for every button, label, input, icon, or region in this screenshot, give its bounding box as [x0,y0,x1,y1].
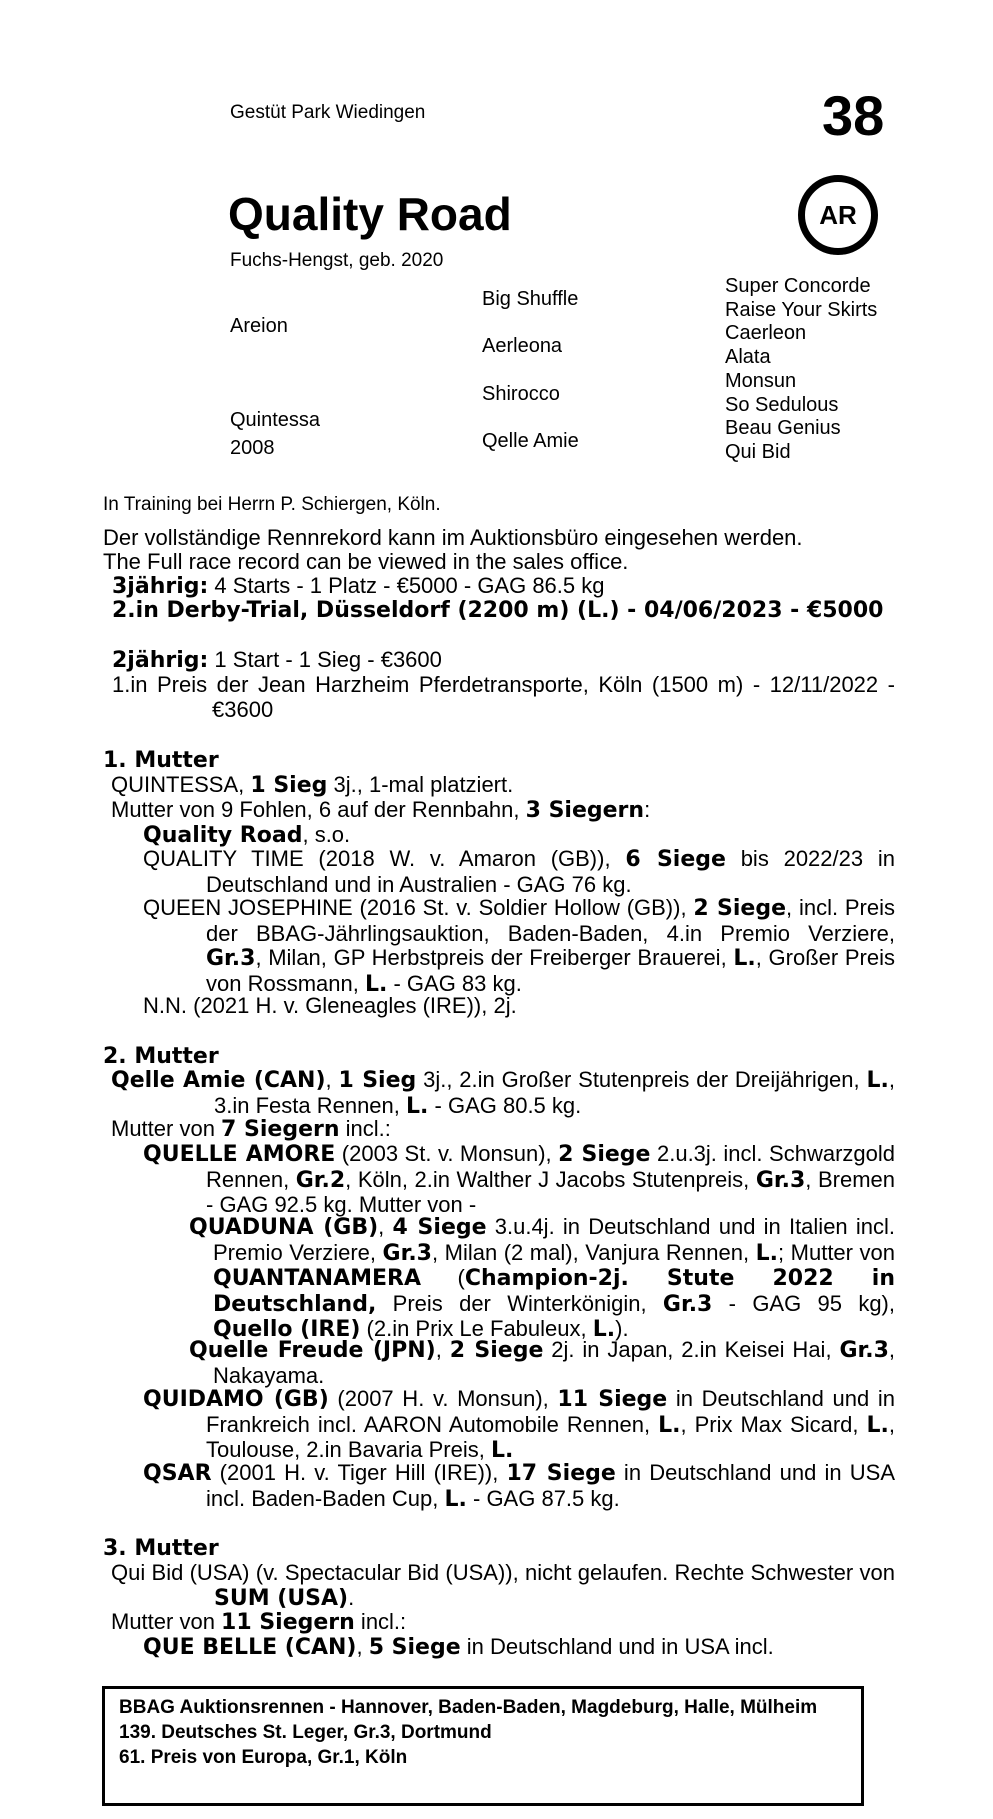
section-heading-mutter-3: 3. Mutter [103,1536,219,1561]
record-note-en: The Full race record can be viewed in the sales office. [103,549,629,574]
mutter-1-entry: QUALITY TIME (2018 W. v. Amaron (GB)), 6 Siege bis 2022/23 in Deutschland und in Australien - GAG 76 kg. [143,846,895,897]
record-3yo-label: 3jährig: [112,574,209,599]
pedigree-gen2-item: Shirocco [482,383,560,405]
mutter-3-winners: Mutter von 11 Siegern incl.: [111,1609,407,1635]
mutter-1-intro: QUINTESSA, 1 Sieg 3j., 1-mal platziert. [111,772,514,798]
stud-name: Gestüt Park Wiedingen [230,102,426,123]
mutter-2-winners: Mutter von 7 Siegern incl.: [111,1116,391,1142]
mutter-2-entry-qsar: QSAR (2001 H. v. Tiger Hill (IRE)), 17 Siege in Deutschland und in USA incl. Baden-Baden Cup, L. - GAG 87.5 kg. [143,1460,895,1512]
pedigree-sire: Areion [230,315,288,337]
pedigree-gen2-item: Aerleona [482,335,563,357]
pedigree-gen3-item: So Sedulous [725,394,839,416]
training-note: In Training bei Herrn P. Schiergen, Köln. [103,494,441,515]
record-3yo [112,574,605,599]
mutter-1-foals: Mutter von 9 Fohlen, 6 auf der Rennbahn, 3 Siegern: [111,797,651,823]
mutter-3-intro: Qui Bid (USA) (v. Spectacular Bid (USA)), nicht gelaufen. Rechte Schwester von SUM (USA). [111,1560,895,1611]
mutter-1-entry: Quality Road, s.o. [143,822,351,848]
horse-description: Fuchs-Hengst, geb. 2020 [230,250,444,271]
record-2yo-result: 1.in Preis der Jean Harzheim Pferdetransporte, Köln (1500 m) - 12/11/2022 - €3600 [112,672,895,722]
mutter-2-entry-quidamo: QUIDAMO (GB) (2007 H. v. Monsun), 11 Siege in Deutschland und in Frankreich incl. AARON Automobile Rennen, L., Prix Max Sicard, L., Toulouse, 2.in Bavaria Preis, L. [143,1386,896,1463]
record-3yo-result: 2.in Derby-Trial, Düsseldorf (2200 m) (L.) - 04/06/2023 - €5000 [112,598,884,623]
mutter-1-entry: QUEEN JOSEPHINE (2016 St. v. Soldier Hollow (GB)), 2 Siege, incl. Preis der BBAG-Jährlingsauktion, Baden-Baden, 4.in Premio Verziere, Gr.3, Milan, GP Herbstpreis der Freiberger Brauerei, L., Großer Preis von Rossmann, L. - GAG 83 kg. [143,895,896,997]
pedigree-gen2-item: Big Shuffle [482,288,579,310]
pedigree-gen3-item: Super Concorde [725,275,871,297]
record-3yo-summary: 4 Starts - 1 Platz - €5000 - GAG 86.5 kg [214,573,605,598]
section-heading-mutter-2: 2. Mutter [103,1044,219,1069]
engagement-line: 61. Preis von Europa, Gr.1, Köln [119,1747,408,1768]
pedigree-gen3-item: Qui Bid [725,441,791,463]
engagement-line: BBAG Auktionsrennen - Hannover, Baden-Baden, Magdeburg, Halle, Mülheim [119,1697,818,1718]
section-heading-mutter-1: 1. Mutter [103,748,219,773]
mutter-2-intro: Qelle Amie (CAN), 1 Sieg 3j., 2.in Großer Stutenpreis der Dreijährigen, L., 3.in Festa Rennen, L. - GAG 80.5 kg. [111,1067,896,1119]
pedigree-gen3-item: Caerleon [725,322,807,344]
record-2yo-label: 2jährig: [112,648,209,673]
record-note-de: Der vollständige Rennrekord kann im Auktionsbüro eingesehen werden. [103,525,803,550]
pedigree-dam: Quintessa [230,409,321,431]
record-2yo-summary: 1 Start - 1 Sieg - €3600 [214,647,442,672]
pedigree-gen3-item: Monsun [725,370,797,392]
pedigree-gen2-item: Qelle Amie [482,430,579,452]
engagements-box [102,1686,864,1806]
lot-number: 38 [822,84,885,147]
pedigree-gen3-item: Raise Your Skirts [725,299,878,321]
ar-badge-label: AR [819,199,857,230]
record-2yo [112,648,442,673]
mutter-2-entry-quelle-freude: Quelle Freude (JPN), 2 Siege 2j. in Japan, 2.in Keisei Hai, Gr.3, Nakayama. [189,1337,895,1388]
ar-badge [798,175,878,255]
pedigree-dam-year: 2008 [230,437,275,459]
mutter-2-entry-quaduna: QUADUNA (GB), 4 Siege 3.u.4j. in Deutschland und in Italien incl. Premio Verziere, Gr.3, Milan (2 mal), Vanjura Rennen, L.; Mutter von QUANTANAMERA (Champion-2j. Stute 2022 in Deutschland, Preis der Winterkönigin, Gr.3 - GAG 95 kg), Quello (IRE) (2.in Prix Le Fabuleux, L.). [189,1214,895,1342]
pedigree-gen3-item: Alata [725,346,771,368]
horse-name: Quality Road [228,188,512,240]
mutter-2-entry-quelle-amore: QUELLE AMORE (2003 St. v. Monsun), 2 Siege 2.u.3j. incl. Schwarzgold Rennen, Gr.2, Köln, 2.in Walther J Jacobs Stutenpreis, Gr.3, Bremen - GAG 92.5 kg. Mutter von - [143,1141,895,1217]
mutter-1-entry: N.N. (2021 H. v. Gleneagles (IRE)), 2j. [143,993,517,1018]
mutter-3-entry-que-belle: QUE BELLE (CAN), 5 Siege in Deutschland und in USA incl. [143,1634,774,1660]
pedigree-gen3-item: Beau Genius [725,417,841,439]
engagement-line: 139. Deutsches St. Leger, Gr.3, Dortmund [119,1722,492,1743]
